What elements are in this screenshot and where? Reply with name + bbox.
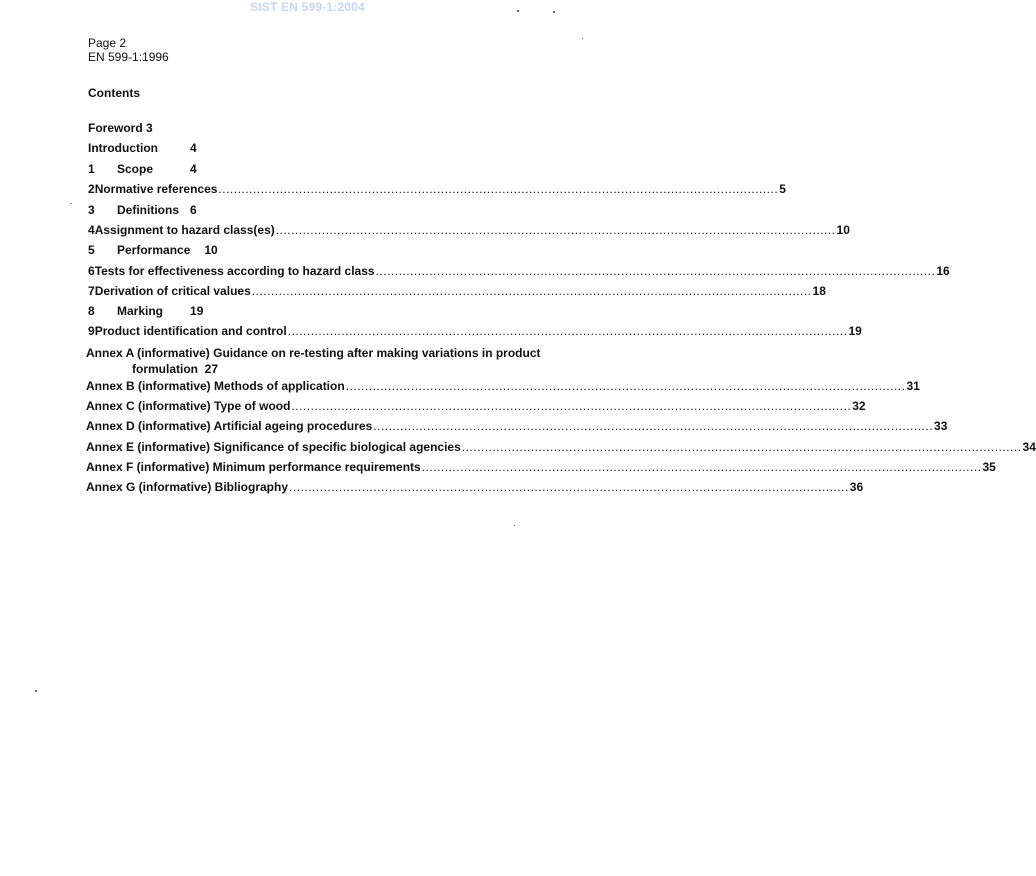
toc-title: Assignment to hazard class(es) — [94, 223, 275, 237]
toc-title: Annex C (informative) Type of wood — [86, 399, 291, 413]
toc-title: Introduction — [88, 141, 158, 155]
toc-title: Performance — [117, 243, 191, 257]
toc-entry-tests[interactable] — [88, 264, 950, 278]
toc-entry-critical-values[interactable] — [88, 284, 826, 298]
scan-speck — [35, 690, 37, 692]
toc-title: Annex A (informative) Guidance on re-testing after making variations in product — [86, 346, 541, 360]
toc-page: 33 — [934, 419, 948, 433]
toc-number: 2 — [88, 182, 95, 196]
toc-entry-annex-a[interactable] — [86, 345, 541, 377]
scan-speck — [514, 525, 515, 526]
toc-entry-annex-d[interactable] — [86, 419, 948, 433]
toc-title: Foreword — [88, 121, 143, 135]
toc-entry-scope[interactable] — [88, 162, 197, 176]
toc-entry-product-identification[interactable] — [88, 324, 862, 338]
toc-page: 16 — [936, 264, 950, 278]
leader-dots: .................................................................................................................................................. — [287, 324, 848, 338]
toc-title: Normative references — [94, 182, 218, 196]
toc-page: 4 — [190, 162, 197, 176]
toc-number: 8 — [88, 304, 95, 318]
toc-page: 18 — [812, 284, 826, 298]
toc-title: Derivation of critical values — [94, 284, 251, 298]
leader-dots: .................................................................................................................................................. — [461, 440, 1022, 454]
toc-page: 3 — [146, 121, 153, 135]
leader-dots: .................................................................................................................................................. — [421, 460, 982, 474]
toc-page: 32 — [852, 399, 866, 413]
toc-number: 6 — [88, 264, 95, 278]
toc-entry-annex-b[interactable] — [86, 379, 920, 393]
scan-speck — [582, 38, 583, 39]
leader-dots: .................................................................................................................................................. — [375, 264, 936, 278]
toc-entry-annex-g[interactable] — [86, 480, 864, 494]
toc-entry-marking[interactable] — [88, 304, 203, 318]
toc-entry-assignment[interactable] — [88, 223, 850, 237]
contents-heading: Contents — [88, 86, 140, 100]
toc-entry-annex-c[interactable] — [86, 399, 866, 413]
toc-page: 4 — [189, 141, 197, 155]
toc-title-continued: formulation 27 — [132, 362, 219, 376]
toc-title: Annex F (informative) Minimum performance requirements — [86, 460, 421, 474]
toc-page: 5 — [779, 182, 786, 196]
toc-title: Annex E (informative) Significance of specific biological agencies — [86, 440, 461, 454]
toc-number: 5 — [88, 243, 95, 257]
toc-title: Definitions — [117, 203, 179, 217]
toc-title: Annex D (informative) Artificial ageing procedures — [86, 419, 373, 433]
watermark: SIST EN 599-1:2004 — [250, 0, 365, 14]
scan-speck — [71, 203, 72, 204]
toc-entry-annex-e[interactable] — [86, 440, 1036, 454]
scan-speck — [517, 10, 519, 12]
toc-entry-definitions[interactable] — [88, 203, 197, 217]
toc-page: 35 — [982, 460, 996, 474]
leader-dots: .................................................................................................................................................. — [291, 399, 852, 413]
toc-page: 19 — [190, 304, 204, 318]
toc-page: 10 — [204, 243, 218, 257]
toc-entry-introduction[interactable] — [88, 141, 197, 155]
page-number: Page 2 — [88, 36, 127, 50]
toc-page: 6 — [190, 203, 197, 217]
leader-dots: .................................................................................................................................................. — [251, 284, 812, 298]
toc-page: 31 — [906, 379, 920, 393]
toc-number: 7 — [88, 284, 95, 298]
leader-dots: .................................................................................................................................................. — [275, 223, 836, 237]
toc-entry-performance[interactable] — [88, 243, 218, 257]
toc-title: Annex B (informative) Methods of application — [86, 379, 345, 393]
leader-dots: .................................................................................................................................................. — [289, 480, 849, 494]
toc-entry-normative-references[interactable] — [88, 182, 786, 196]
toc-title: Annex G (informative) Bibliography — [86, 480, 289, 494]
toc-page: 19 — [848, 324, 862, 338]
toc-page: 34 — [1022, 440, 1036, 454]
toc-page: 27 — [204, 362, 219, 376]
toc-entry-foreword[interactable] — [88, 121, 153, 135]
standard-id: EN 599-1:1996 — [88, 50, 169, 64]
toc-number: 3 — [88, 203, 95, 217]
toc-number: 9 — [88, 324, 95, 338]
leader-dots: .................................................................................................................................................. — [345, 379, 906, 393]
toc-number: 4 — [88, 223, 95, 237]
toc-title: Marking — [117, 304, 164, 318]
leader-dots: .................................................................................................................................................. — [373, 419, 934, 433]
toc-number: 1 — [88, 162, 95, 176]
leader-dots: .................................................................................................................................................. — [218, 182, 779, 196]
toc-title: Tests for effectiveness according to hazard class — [94, 264, 375, 278]
toc-title: Scope — [117, 162, 154, 176]
page-header — [88, 36, 169, 64]
toc-page: 10 — [836, 223, 850, 237]
toc-title: Product identification and control — [94, 324, 287, 338]
toc-page: 36 — [849, 480, 864, 494]
scan-speck — [553, 11, 555, 13]
toc-entry-annex-f[interactable] — [86, 460, 996, 474]
